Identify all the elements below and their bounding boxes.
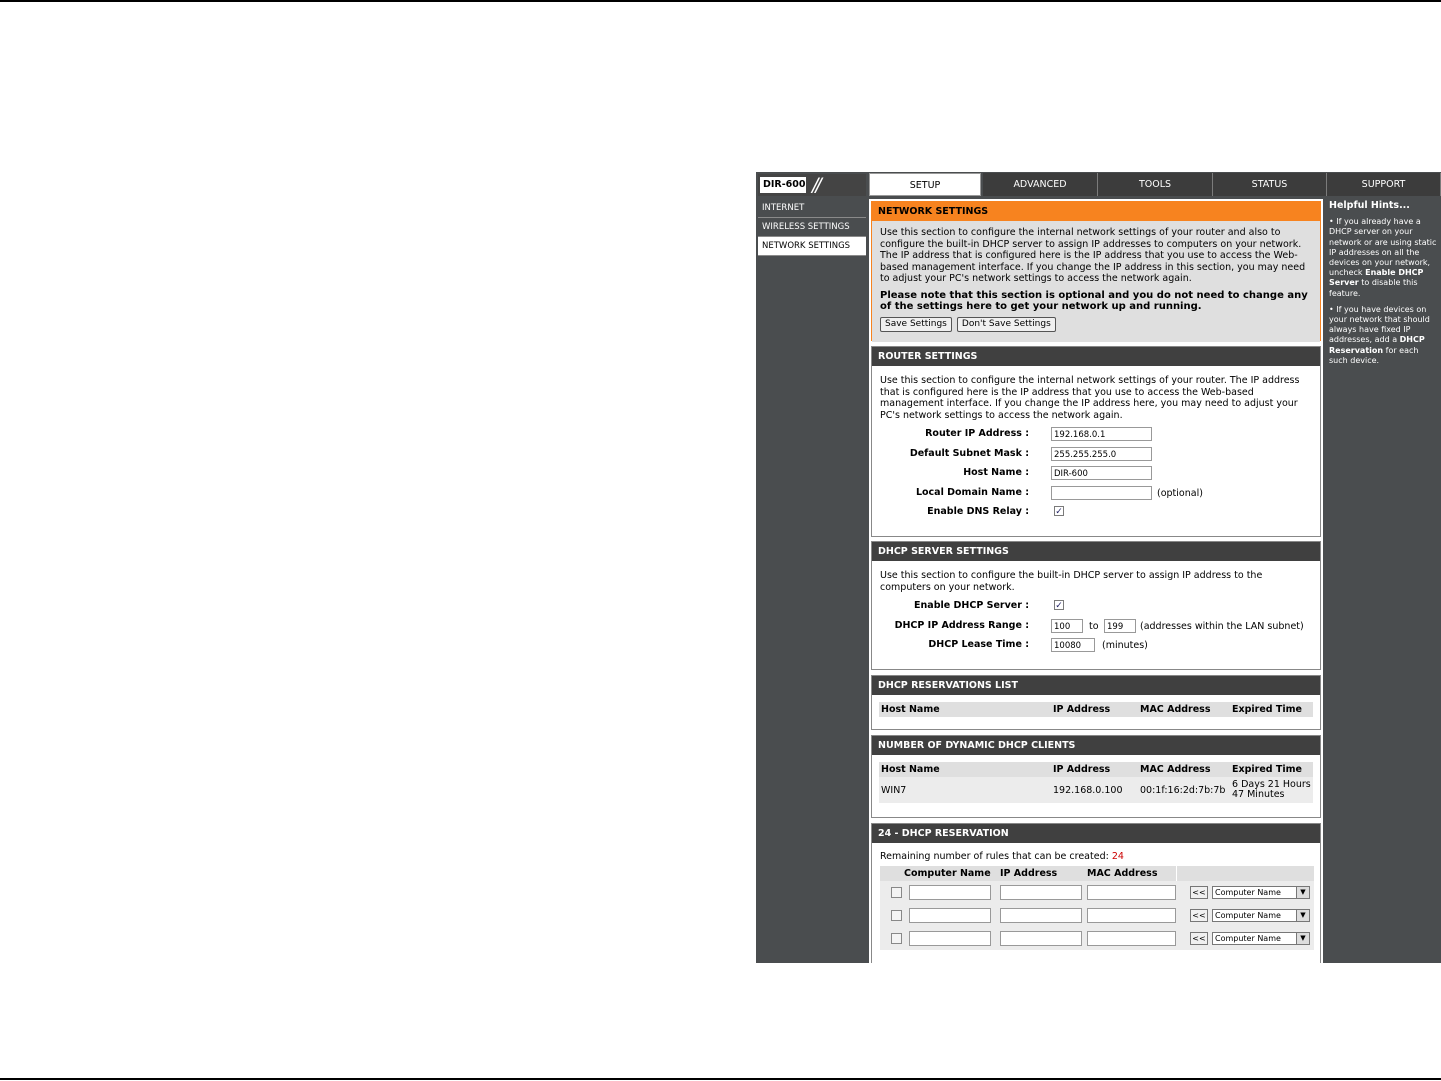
host-name-row (880, 465, 1312, 485)
dhcp-reservations-list-section (871, 675, 1321, 730)
reservation-enable-checkbox[interactable] (891, 933, 902, 944)
dont-save-settings-button[interactable]: Don't Save Settings (957, 317, 1056, 333)
router-ip-input[interactable]: 192.168.0.1 (1051, 427, 1152, 441)
main-content (869, 199, 1323, 963)
chevron-down-icon: ▼ (1296, 910, 1309, 921)
local-domain-input[interactable] (1051, 486, 1152, 500)
subnet-mask-input[interactable]: 255.255.255.0 (1051, 447, 1152, 461)
local-domain-label: Local Domain Name : (915, 486, 1029, 498)
range-to-label: to (1089, 620, 1099, 632)
ip-address-input[interactable] (1000, 931, 1082, 946)
remaining-rules-label: Remaining number of rules that can be created: (880, 851, 1109, 862)
table-header-row (879, 702, 1313, 717)
optional-hint: (optional) (1157, 487, 1203, 499)
reservations-table (879, 702, 1313, 717)
mac-address-input[interactable] (1087, 908, 1176, 923)
local-domain-row (880, 485, 1312, 505)
network-settings-section (871, 201, 1321, 341)
column-header-ip: IP Address (1051, 762, 1138, 777)
computer-name-input[interactable] (909, 885, 991, 900)
dhcp-server-section (871, 541, 1321, 670)
range-note: (addresses within the LAN subnet) (1140, 620, 1304, 632)
lease-time-input[interactable]: 10080 (1051, 638, 1095, 652)
reservation-enable-checkbox[interactable] (891, 887, 902, 898)
logo (758, 174, 866, 196)
sidebar (758, 199, 866, 256)
dns-relay-label: Enable DNS Relay : (927, 506, 1029, 517)
dhcp-range-end-input[interactable]: 199 (1104, 619, 1136, 633)
column-header-computer-name: Computer Name (904, 868, 991, 879)
ip-address-input[interactable] (1000, 885, 1082, 900)
host-name-label: Host Name : (963, 467, 1029, 478)
computer-name-select[interactable] (1212, 886, 1310, 899)
enable-dhcp-checkbox[interactable]: ✓ (1055, 601, 1063, 611)
column-header-ip: IP Address (1051, 702, 1138, 717)
hint-1: • If you already have a DHCP server on your network or are using static IP addresses on all the devices on your network, uncheck Enable DHCP Server to disable this feature. (1329, 217, 1437, 298)
remaining-rules-count: 24 (1111, 851, 1124, 862)
client-host: WIN7 (879, 777, 1051, 803)
host-name-input[interactable]: DIR-600 (1051, 466, 1152, 480)
lease-time-row (880, 637, 1312, 657)
client-expires-line-1: 6 Days 21 Hours (1232, 778, 1311, 790)
router-settings-section (871, 346, 1321, 537)
section-description: Use this section to configure the built-in DHCP server to assign IP address to the computers on your network. (880, 570, 1263, 593)
computer-name-select-value: Computer Name (1215, 934, 1281, 943)
dns-relay-row (880, 504, 1312, 524)
section-title: ROUTER SETTINGS (872, 347, 1320, 366)
reservation-row (880, 927, 1314, 950)
section-title: NETWORK SETTINGS (872, 202, 1320, 221)
sidebar-item-wireless-settings[interactable]: WIRELESS SETTINGS (758, 218, 866, 237)
dhcp-range-row (880, 618, 1312, 638)
logo-slash-icon: // (812, 174, 819, 196)
router-ip-row (880, 426, 1312, 446)
client-mac: 00:1f:16:2d:7b:7b (1138, 777, 1230, 803)
top-rule (0, 0, 1441, 2)
column-header-mac: MAC Address (1087, 868, 1158, 879)
column-header-mac: MAC Address (1138, 762, 1230, 777)
computer-name-select-value: Computer Name (1215, 888, 1281, 897)
table-header-row (879, 762, 1313, 777)
client-ip: 192.168.0.100 (1051, 777, 1138, 803)
helpful-hints (1327, 199, 1439, 372)
tab-tools[interactable]: TOOLS (1098, 173, 1213, 196)
enable-dhcp-row (880, 598, 1312, 618)
computer-name-input[interactable] (909, 908, 991, 923)
sidebar-item-network-settings[interactable]: NETWORK SETTINGS (758, 237, 866, 256)
chevron-down-icon: ▼ (1296, 887, 1309, 898)
tab-advanced[interactable]: ADVANCED (983, 173, 1098, 196)
chevron-down-icon: ▼ (1296, 933, 1309, 944)
dns-relay-checkbox[interactable]: ✓ (1055, 507, 1063, 517)
sidebar-item-internet[interactable]: INTERNET (758, 199, 866, 218)
reservation-row (880, 904, 1314, 927)
column-header-mac: MAC Address (1138, 702, 1230, 717)
copy-arrow-button[interactable]: << (1190, 886, 1208, 899)
reservation-row (880, 881, 1314, 904)
column-header-expired: Expired Time (1230, 702, 1313, 717)
save-settings-button[interactable]: Save Settings (880, 317, 952, 333)
enable-dhcp-label: Enable DHCP Server : (914, 600, 1029, 611)
router-admin-screenshot (756, 172, 1441, 963)
reservation-enable-checkbox[interactable] (891, 910, 902, 921)
section-title: NUMBER OF DYNAMIC DHCP CLIENTS (872, 736, 1320, 755)
dhcp-reservation-section (871, 823, 1321, 963)
section-title: DHCP RESERVATIONS LIST (872, 676, 1320, 695)
reservation-rows (880, 881, 1314, 950)
column-header-ip: IP Address (1000, 868, 1058, 879)
clients-table (879, 762, 1313, 803)
copy-arrow-button[interactable]: << (1190, 909, 1208, 922)
section-title: 24 - DHCP RESERVATION (872, 824, 1320, 843)
dynamic-dhcp-clients-section (871, 735, 1321, 818)
dhcp-range-start-input[interactable]: 100 (1051, 619, 1083, 633)
column-header-expired: Expired Time (1230, 762, 1313, 777)
mac-address-input[interactable] (1087, 885, 1176, 900)
computer-name-select[interactable] (1212, 932, 1310, 945)
section-description: Use this section to configure the internal network settings of your router and also to configure the built-in DHCP server to assign IP addresses to computers on your network. The IP address that is configured here is the IP address that you use to access the Web-based management interface. If you change the IP address in this section, you may need to adjust your PC's network settings to access the network again. (880, 227, 1306, 284)
bottom-rule (0, 1078, 1441, 1080)
optional-note: Please note that this section is optional and you do not need to change any of the settings here to get your network up and running. (880, 289, 1308, 312)
computer-name-select-value: Computer Name (1215, 911, 1281, 920)
computer-name-input[interactable] (909, 931, 991, 946)
reservation-header-row (880, 866, 1314, 881)
tab-support[interactable]: SUPPORT (1327, 173, 1441, 196)
lease-time-label: DHCP Lease Time : (928, 639, 1029, 650)
subnet-mask-label: Default Subnet Mask : (909, 447, 1029, 459)
lease-unit: (minutes) (1102, 640, 1148, 651)
tab-setup[interactable]: SETUP (869, 173, 981, 196)
ip-address-input[interactable] (1000, 908, 1082, 923)
column-header-host: Host Name (879, 762, 1051, 777)
section-title: DHCP SERVER SETTINGS (872, 542, 1320, 561)
model-label: DIR-600 (760, 177, 806, 193)
copy-arrow-button[interactable]: << (1190, 932, 1208, 945)
dhcp-range-label: DHCP IP Address Range : (894, 619, 1029, 631)
computer-name-select[interactable] (1212, 909, 1310, 922)
mac-address-input[interactable] (1087, 931, 1176, 946)
tab-status[interactable]: STATUS (1213, 173, 1327, 196)
hints-title: Helpful Hints... (1329, 200, 1410, 211)
subnet-mask-row (880, 446, 1312, 466)
client-expires-line-2: 47 Minutes (1232, 789, 1285, 800)
hint-2: • If you have devices on your network that should always have fixed IP addresses, add a DHCP Reservation for each such device. (1329, 304, 1430, 365)
router-ip-label: Router IP Address : (925, 428, 1029, 439)
table-row (879, 777, 1313, 803)
section-description: Use this section to configure the internal network settings of your router. The IP address that is configured here is the IP address that you use to access the Web-based management interface. If you change the IP address here, you may need to adjust your PC's network settings to access the network again. (880, 375, 1300, 421)
column-header-host: Host Name (879, 702, 1051, 717)
